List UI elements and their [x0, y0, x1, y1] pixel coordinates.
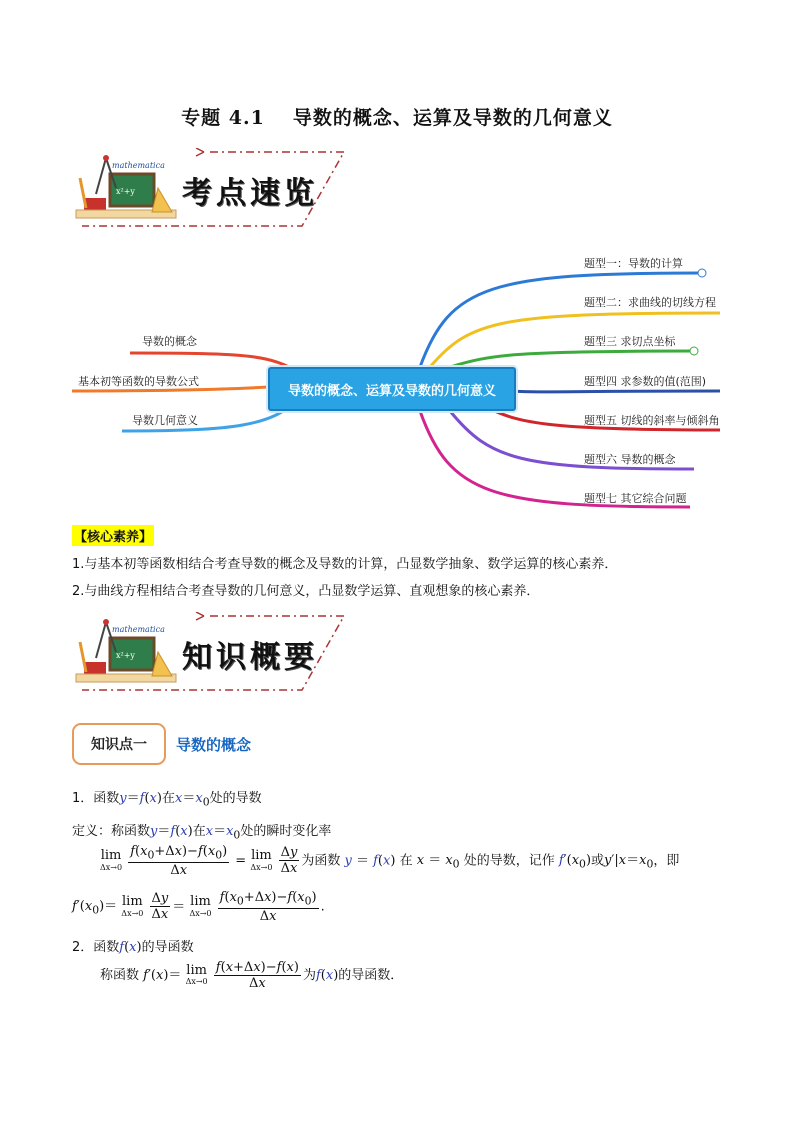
section-1-heading: 1．函数y＝f(x)在$x=x_0$处的导数	[72, 791, 262, 809]
mind-right-7: 题型七 其它综合问题	[584, 492, 687, 505]
knowledge-point-title: 导数的概念	[176, 736, 252, 754]
core-item-1: 1.与基本初等函数相结合考查导数的概念及导数的计算，凸显数学抽象、数学运算的核心素养．	[72, 557, 618, 572]
derivative-function-line: 称函数 f′(x)＝ lim Δx→0 $\frac{f(x+\Delta x)-f(x)}{\Delta x}$ 为f(x)的导函数．	[100, 960, 404, 991]
mind-right-6: 题型六 导数的概念	[584, 453, 676, 466]
mind-left-3: 导数几何意义	[132, 414, 198, 427]
definition-line: 定义：称函数y＝f(x)在$x=x_0$处的瞬时变化率	[72, 824, 332, 842]
banner-title: 考点速览	[182, 176, 318, 211]
banner-title-2: 知识概要	[182, 640, 318, 675]
mathematics-board-icon	[76, 155, 176, 218]
section-banner-2	[72, 612, 352, 694]
core-tag: 【核心素养】	[72, 525, 154, 546]
section-banner-1	[72, 148, 352, 230]
mind-right-4: 题型四 求参数的值(范围)	[584, 375, 707, 388]
svg-text:mathematica: mathematica	[112, 625, 165, 634]
section-2-heading: 2．函数f(x)的导函数	[72, 940, 194, 955]
mind-right-2: 题型二：求曲线的切线方程	[584, 296, 716, 309]
knowledge-point-box: 知识点一	[72, 723, 166, 765]
title-text: 导数的概念、运算及导数的几何意义	[292, 107, 613, 129]
svg-text:mathematica: mathematica	[112, 161, 165, 170]
mind-right-5: 题型五 切线的斜率与倾斜角	[584, 414, 720, 427]
title-number: 专题 4.1	[181, 107, 265, 129]
mind-map-center: 导数的概念、运算及导数的几何意义	[268, 367, 516, 411]
mind-map	[70, 245, 730, 515]
definition-formula: lim Δx→0 $\frac{f(x_0+\Delta x)-f(x_0)}{\Delta x}$ = lim Δx→0 $\frac{\Delta y}{\Delta x}$ 为函数 y ＝ f(x) 在 $x = x_0$ 处的导数，记作 $f'(x_0)$或$y'|x=x_0$，即	[100, 844, 680, 878]
mathematics-board-icon	[76, 619, 176, 682]
derivative-equation: $f'(x_0)= \lim$ Δx→0 $\frac{\Delta y}{\Delta x}$ ＝ lim Δx→0 $\frac{f(x_0+\Delta x)-f(x_0)}{\Delta x}$ .	[72, 890, 325, 924]
svg-text:x²+y: x²+y	[116, 651, 135, 660]
svg-text:x²+y: x²+y	[116, 187, 135, 196]
mind-left-2: 基本初等函数的导数公式	[78, 375, 199, 388]
page-title	[0, 103, 794, 130]
mind-left-1: 导数的概念	[142, 335, 197, 348]
mind-right-3: 题型三 求切点坐标	[584, 335, 676, 348]
core-item-2: 2.与曲线方程相结合考查导数的几何意义，凸显数学运算、直观想象的核心素养．	[72, 584, 540, 599]
mind-right-1: 题型一：导数的计算	[584, 257, 683, 270]
